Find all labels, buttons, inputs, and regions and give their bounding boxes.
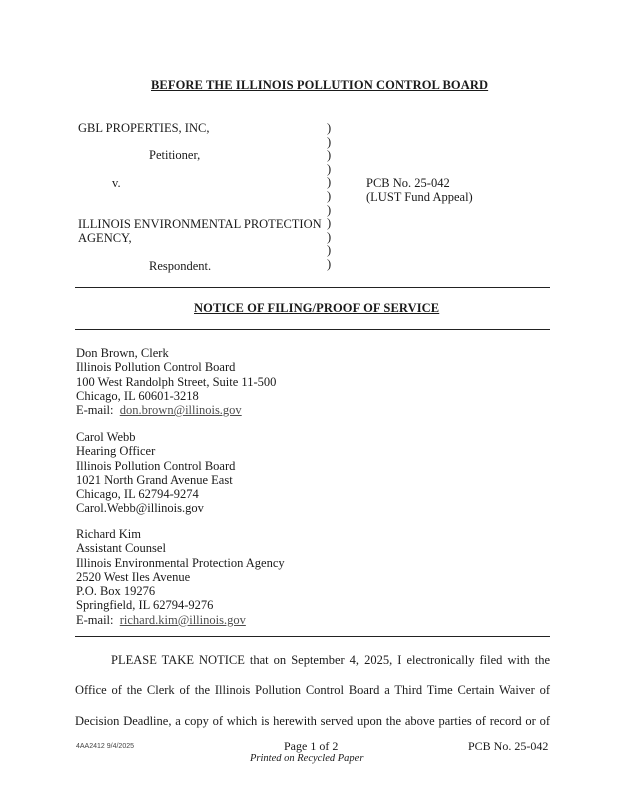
- case-type: (LUST Fund Appeal): [366, 190, 473, 204]
- document-code: 4AA2412 9/4/2025: [76, 743, 134, 750]
- address-line: Don Brown, Clerk: [76, 346, 169, 360]
- page-number: Page 1 of 2: [284, 739, 339, 753]
- divider-middle: [75, 329, 550, 330]
- recycled-paper-note: Printed on Recycled Paper: [250, 753, 364, 764]
- address-line: Illinois Pollution Control Board: [76, 360, 236, 375]
- address-line: Assistant Counsel: [76, 541, 166, 556]
- address-line: Illinois Environmental Protection Agency: [76, 555, 285, 570]
- address-line: Carol Webb: [76, 430, 136, 444]
- body-line-3: Decision Deadline, a copy of which is herewith served upon the above parties of record or of: [75, 714, 550, 728]
- email-line: [76, 613, 285, 627]
- versus-label: v.: [112, 176, 121, 190]
- caption-parentheses: ) ) ) ) ) ) ) ) ) ) ): [327, 121, 332, 271]
- footer-case-number: PCB No. 25-042: [468, 739, 549, 753]
- address-line: Chicago, IL 60601-3218: [76, 388, 199, 403]
- email-line: [76, 403, 276, 417]
- address-line: 100 West Randolph Street, Suite 11-500: [76, 374, 277, 389]
- email-label: E-mail:: [76, 403, 114, 418]
- email-line: Carol.Webb@illinois.gov: [76, 501, 204, 516]
- body-line-1: PLEASE TAKE NOTICE that on September 4, 2025, I electronically filed with the: [111, 653, 550, 667]
- address-line: Chicago, IL 62794-9274: [76, 487, 199, 502]
- petitioner-role: Petitioner,: [149, 148, 201, 162]
- address-line: P.O. Box 19276: [76, 584, 156, 599]
- page-title: BEFORE THE ILLINOIS POLLUTION CONTROL BOARD: [151, 78, 489, 92]
- respondent-name-line1: ILLINOIS ENVIRONMENTAL PROTECTION: [78, 217, 322, 231]
- address-line: 1021 North Grand Avenue East: [76, 472, 233, 487]
- divider-top: [75, 287, 550, 288]
- service-recipient-hearing-officer: [76, 430, 235, 516]
- petitioner-name: GBL PROPERTIES, INC,: [78, 121, 210, 135]
- address-line: Hearing Officer: [76, 444, 156, 459]
- address-line: Illinois Pollution Control Board: [76, 458, 236, 473]
- notice-title: NOTICE OF FILING/PROOF OF SERVICE: [194, 301, 440, 315]
- address-line: 2520 West Iles Avenue: [76, 569, 191, 584]
- case-number: PCB No. 25-042: [366, 176, 450, 190]
- body-line-2: Office of the Clerk of the Illinois Pollution Control Board a Third Time Certain Waiver of: [75, 683, 550, 697]
- email-label: E-mail:: [76, 612, 114, 627]
- respondent-name-line2: AGENCY,: [78, 231, 132, 245]
- service-recipient-clerk: [76, 346, 276, 417]
- email-link-clerk[interactable]: don.brown@illinois.gov: [119, 403, 242, 418]
- respondent-role: Respondent.: [149, 259, 212, 273]
- service-recipient-counsel: [76, 527, 285, 627]
- divider-bottom: [75, 636, 550, 637]
- address-line: Springfield, IL 62794-9276: [76, 598, 214, 613]
- email-link-counsel[interactable]: richard.kim@illinois.gov: [119, 612, 246, 627]
- address-line: Richard Kim: [76, 527, 141, 541]
